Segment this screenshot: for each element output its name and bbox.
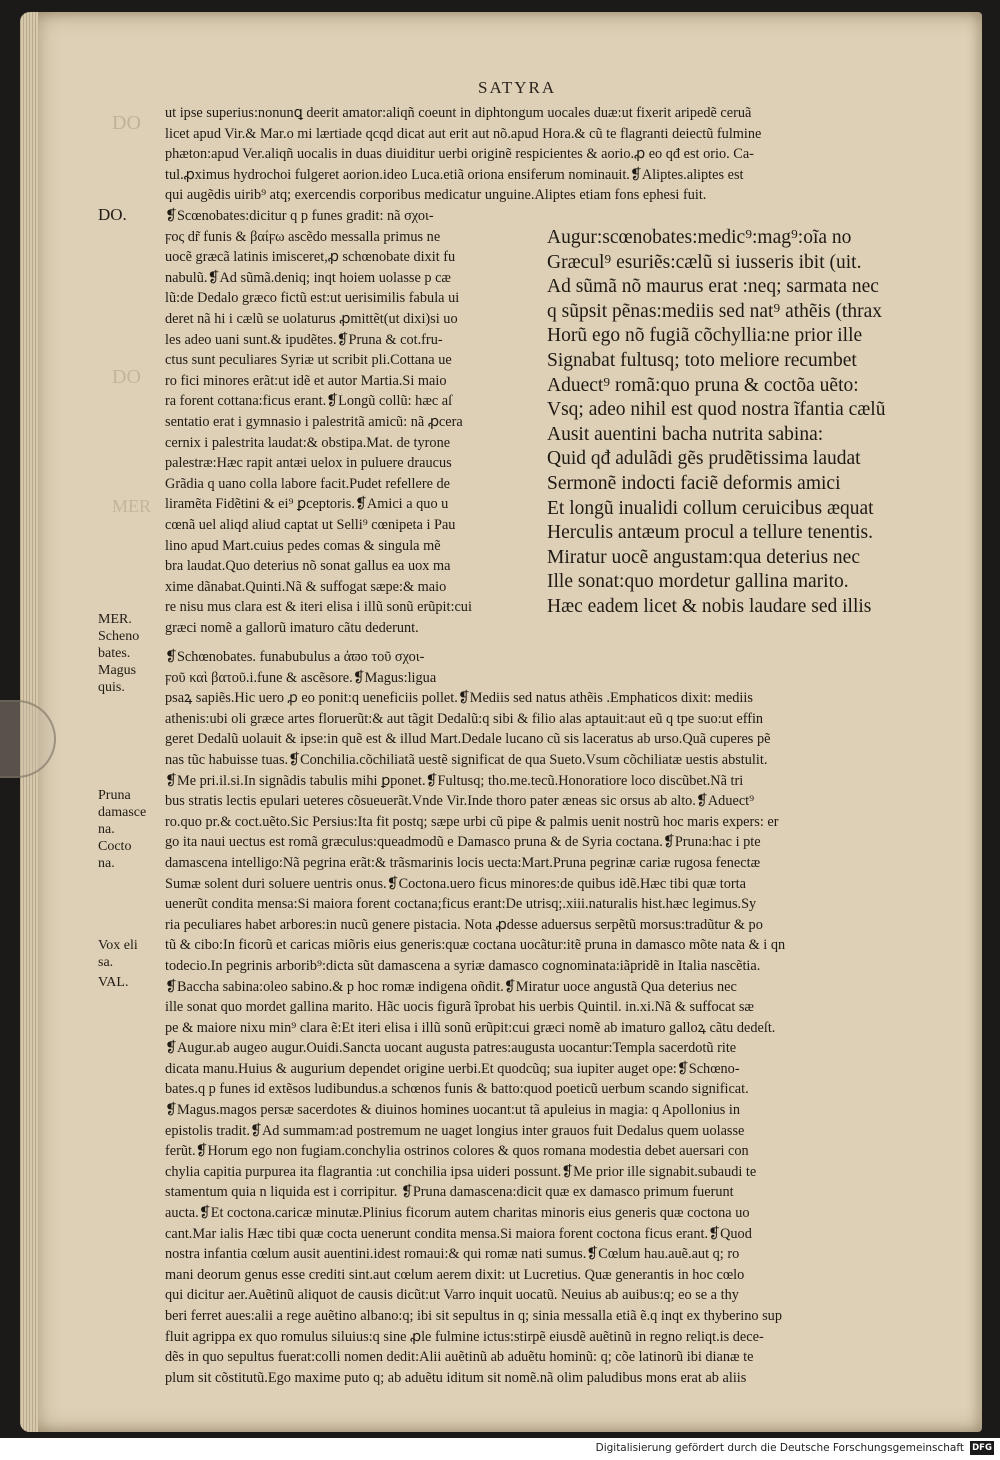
text-line: sa. bbox=[98, 955, 114, 970]
text-line: nostra infantia cœlum ausit auentini.idest romaui:& qui romæ nati sumus.❡Cœlum hau.auẽ.aut q; ro bbox=[165, 1246, 740, 1263]
text-line: damasce bbox=[98, 805, 147, 820]
text-line: Ausit auentini bacha nutrita sabina: bbox=[547, 423, 824, 445]
commentary-left bbox=[165, 206, 537, 638]
text-line: Hæc eadem licet & nobis laudare sed illis bbox=[547, 595, 872, 617]
text-line: ctus sunt peculiares Syriæ ut scribit pli.Cottana ue bbox=[165, 352, 452, 369]
text-line: bates. bbox=[98, 646, 131, 661]
text-line: todecio.In pegrinis arborib⁹:dicta sũt damascena a syriæ damasco cognominata:iãpridẽ in Italia nascẽtia. bbox=[165, 957, 761, 974]
text-line: cœnã uel aliqd aliud captat ut Selli⁹ cœnipeta i Pau bbox=[165, 516, 456, 533]
text-line: Græcul⁹ esuriẽs:cælũ si iusseris ibit (uit. bbox=[547, 251, 862, 273]
text-line: Augur:scœnobates:medic⁹:mag⁹:oĩa no bbox=[547, 227, 852, 248]
text-line: ❡Schœnobates. funabubulus a ἀϖο τοῦ σχοι- bbox=[165, 649, 425, 665]
text-line: phæton:apud Ver.aliqñ uocalis in duas diuiditur uerbi originẽ respicientes & aorio.ꝓ eo qđ est orio. Ca- bbox=[165, 146, 754, 163]
text-line: Cocto bbox=[98, 839, 132, 854]
text-line: Et longũ inualidi collum ceruicibus æquat bbox=[547, 497, 874, 519]
dfg-logo: DFG bbox=[970, 1441, 994, 1455]
text-line: uocẽ græcã latinis imisceret,ꝓ schœnobate dixit fu bbox=[165, 249, 456, 266]
text-line: re nisu mus clara est & iteri elisa i illũ sonũ erũpit:cui bbox=[165, 599, 472, 616]
text-line: bates.q p funes id extẽsos ludibundus.a schœnos funis & batto:quod poeticũ uerbum scando significat. bbox=[165, 1081, 749, 1098]
text-line: plum sit cõstitutũ.Ego maxime puto q; ab aduẽtu iditum sit nomẽ.nã olim paludibus mons erat ab aliis bbox=[165, 1369, 747, 1386]
text-line: beri ferret aues:alii a rege auẽtino albano:q; ibi sit sepultus in q; sinia messalla etiã ẽ.q inqt ex thyberino sup bbox=[165, 1308, 782, 1324]
text-line: cernix i palestrita laudat:& obstipa.Mat. de tyrone bbox=[165, 434, 451, 451]
text-line: ❡Magus.magos persæ sacerdotes & diuinos homines uocant:ut tã apuleius in magia: q Apollonius in bbox=[165, 1102, 741, 1119]
bleed-through-mark: DO bbox=[112, 112, 141, 134]
text-line: Signabat fultusq; toto meliore recumbet bbox=[547, 349, 857, 371]
margin-note-do: DO. bbox=[98, 205, 127, 224]
text-line: xime dãnabat.Quinti.Nã & suffogat sæpe:& maio bbox=[165, 578, 447, 595]
text-line: lino apud Mart.cuius pedes comas & singula mẽ bbox=[165, 537, 441, 554]
text-line: ϝοῦ καὶ βατοῦ.i.fune & ascẽsore.❡Magus:ligua bbox=[165, 669, 437, 686]
text-line: ut ipse superius:nonunꝗ deerit amator:aliqñ coeunt in diphtongum uocales duæ:ut fixerit aripedẽ ceruã bbox=[165, 105, 752, 121]
margin-note-val: VAL. bbox=[98, 975, 129, 990]
margin-note-vox bbox=[98, 937, 138, 971]
text-line: deret nã hi i cælũ se uolaturus ꝓmittẽt(ut dixi)si uo bbox=[165, 310, 458, 327]
text-line: tũ & cibo:In ficorũ et caricas miõris eius generis:quæ coctana uocãtur:itẽ pruna in damasco mõte nata & i qn bbox=[165, 937, 786, 954]
text-line: ro.quo pr.& coct.uẽto.Sic Persius:Ita fit postq; sæpe urbi cũ pipe & palmis uenit nostrũ hoc maris expers: er bbox=[165, 813, 779, 830]
text-line: Herculis antæum procul a tellure tenentis. bbox=[547, 522, 873, 544]
text-line: go ita naui uectus est romã græculus:queadmodũ e Damasco pruna & de Syria coctana.❡Pruna:hac i pte bbox=[165, 834, 761, 851]
text-line: ❡Me pri.il.si.In signãdis tabulis mihi ꝑponet.❡Fultusq; tho.me.tecũ.Honoratiore loco discũbet.Nã tri bbox=[165, 772, 744, 789]
text-line: qui dicitur aer.Auẽtinũ aliquot de causis dicũt:ut Varro inquit uocatũ. Neuius ab auibus:q; eo se a thy bbox=[165, 1287, 739, 1304]
text-line: bra laudat.Quo deterius nõ sonat gallus ea uox ma bbox=[165, 558, 451, 575]
text-line: ❡Augur.ab augeo augur.Ouidi.Sancta uocant augusta patres:augusta uocantur:Templa sacerdotũ rite bbox=[165, 1040, 737, 1057]
text-line: athenis:ubi oli græce artes floruerũt:& aut tãgit Dedalũ:q sibi & filio alas aptauit:aut eũ q tpe suo:ut effin bbox=[165, 710, 764, 727]
footer-bar bbox=[0, 1438, 1000, 1460]
text-line: aucta.❡Et coctona.caricæ minutæ.Plinius ficorum autem charitas minoris eius generis quæ coctona uo bbox=[165, 1205, 750, 1222]
text-line: licet apud Vir.& Mar.o mi lærtiade qcqd dicat aut erit aut nõ.apud Hora.& cũ te flagranti deiectũ fulmine bbox=[165, 125, 762, 142]
funding-notice: Digitalisierung gefördert durch die Deutsche Forschungsgemeinschaft bbox=[595, 1442, 964, 1454]
text-line: Sumæ solent duri soluere uentris onus.❡Coctona.uero ficus minores:de quibus idẽ.Hæc tibi quæ torta bbox=[165, 875, 746, 892]
text-line: Horũ ego nõ fugiã cõchyllia:ne prior ille bbox=[547, 325, 863, 347]
text-line: epistolis tradit.❡Ad summam:ad postremum ne uaget longius inter grauos fuit Dedalus quem uolasse bbox=[165, 1122, 745, 1139]
text-line: quis. bbox=[98, 680, 125, 695]
text-line: stamentum quia n liquida est i corripitur. ❡Pruna damascena:dicit quæ ex damasco primum fuerunt bbox=[165, 1184, 734, 1201]
text-line: Ille sonat:quo mordetur gallina marito. bbox=[547, 571, 849, 593]
text-line: ϝος dr̃ funis & βαίϝω ascẽdo messalla primus ne bbox=[165, 228, 441, 245]
running-header: SATYRA bbox=[478, 78, 557, 97]
text-line: Ad sũmã nõ maurus erat :neq; sarmata nec bbox=[547, 276, 879, 298]
text-line: pe & maiore nixu min⁹ clara ẽ:Et iteri elisa i illũ sonũ erũpit:cui græci nomẽ ab imaturo galloꝝ cãtu dedeſt. bbox=[165, 1019, 776, 1036]
text-line: ra forent cottana:ficus erant.❡Longũ collũ: hæc aſ bbox=[165, 393, 453, 410]
text-line: ro fici minores erãt:ut idẽ et autor Martia.Si maio bbox=[165, 372, 447, 389]
text-line: cant.Mar ialis Hæc tibi quæ cocta uenerunt condita mensa.Si maiora forent coctona ficus erant.❡Quod bbox=[165, 1225, 752, 1242]
text-line: Magus bbox=[98, 663, 137, 678]
margin-note-mer bbox=[98, 611, 139, 696]
text-line: les adeo uani sunt.& ipudẽtes.❡Pruna & cot.fru- bbox=[165, 331, 443, 348]
text-line: Vox eli bbox=[98, 938, 138, 953]
text-line: Aduect⁹ romã:quo pruna & coctõa uẽto: bbox=[547, 374, 859, 396]
text-line: græci nomẽ a gallorũ imaturo cãtu dederunt. bbox=[165, 619, 419, 636]
margin-note-pruna bbox=[98, 787, 146, 872]
text-line: uenerũt condita mensa:Si maiora forent coctana;ficus erant:De utrisq;.xiii.naturalis hist.hæc legimus.Sy bbox=[165, 896, 757, 913]
text-line: Vsq; adeo nihil est quod nostra ĩfantia cælũ bbox=[547, 399, 886, 421]
text-line: lũ:de Dedalo græco fictũ est:ut uerisimilis fabula ui bbox=[165, 290, 460, 307]
text-line: Grãdia q uano colla labore facit.Pudet refellere de bbox=[165, 475, 451, 492]
text-line: na. bbox=[98, 856, 115, 871]
text-line: Quid qđ adulãdi gẽs prudẽtissima laudat bbox=[547, 448, 861, 470]
text-line: nas tũc habuisse tuas.❡Conchilia.cõchiliatã uestẽ significat de qua Sueto.Vsum cõchiliatæ uestis abstulit. bbox=[165, 751, 768, 768]
text-line: geret Dedalũ uolauit & ipse:in quẽ est & illud Mart.Dedale lucano cũ sis laceratus ab urso.Quã cuperes pẽ bbox=[165, 731, 771, 748]
text-line: sentatio erat i gymnasio i palestritã amicũ: nã ꝓcera bbox=[165, 413, 463, 430]
text-line: nabulũ.❡Ad sũmã.deniq; inqt hoiem uolasse p cæ bbox=[165, 269, 451, 286]
text-line: mani deorum genus esse crediti sint.aut cœlum aerem dixit: ut Lucretius. Quæ generantis in hoc cœlo bbox=[165, 1266, 745, 1283]
text-line: ferũt.❡Horum ego non fugiam.conchylia ostrinos colores & quos romana modestia debet auersari con bbox=[165, 1143, 749, 1160]
text-line: q sũpsit pẽnas:mediis sed nat⁹ athẽis (thrax bbox=[547, 300, 882, 322]
bleed-through-mark: MER bbox=[112, 496, 152, 516]
text-line: Pruna bbox=[98, 788, 131, 803]
text-line: na. bbox=[98, 822, 115, 837]
text-line: Miratur uocẽ angustam:qua deterius nec bbox=[547, 546, 860, 568]
text-line: palestræ:Hæc rapit antæi uelox in puluere draucus bbox=[165, 455, 452, 472]
text-line: Sermonẽ indocti faciẽ deformis amici bbox=[547, 472, 841, 494]
verse-text bbox=[547, 226, 927, 620]
bleed-through-mark: DO bbox=[112, 366, 141, 388]
text-line: qui augẽdis uirib⁹ atq; exercendis corporibus medicatur unguine.Aliptes etiam fons ephesi fuit. bbox=[165, 187, 707, 204]
text-line: ❡Scœnobates:dicitur q p funes gradit: nã σχοι- bbox=[165, 208, 434, 224]
text-line: bus stratis lectis epulari ueteres cõsueuerãt.Vnde Vir.Inde thoro pater æneas sic orsus ab alto.❡Aduect⁹ bbox=[165, 793, 755, 810]
text-line: Scheno bbox=[98, 629, 140, 644]
text-line: fluit agrippa ex quo romulus siluius:q sine ꝓle fulmine ictus:stirpẽ eiusdẽ auẽtinũ in regno reliqt.is dece- bbox=[165, 1328, 764, 1345]
text-line: dẽs in quo sepultus fuerat:colli nomen dedit:Alii auẽtinũ ab aduẽtu hominũ: q; cõe latinorũ ibi dianæ te bbox=[165, 1349, 754, 1366]
text-line: liramẽta Fidẽtini & ei⁹ ꝑceptoris.❡Amici a quo u bbox=[165, 496, 449, 513]
text-line: MER. bbox=[98, 612, 132, 627]
commentary-top bbox=[165, 103, 940, 206]
text-line: damascena intelligo:Nã pegrina erãt:& trãsmarinis locis uecta:Mart.Pruna pegrinæ cariæ rugosa fenectæ bbox=[165, 854, 761, 871]
text-line: ❡Baccha sabina:oleo sabino.& p hoc romæ indigena oñdit.❡Miratur uoce angustã Qua deterius nec bbox=[165, 978, 737, 995]
text-line: tul.ꝓximus hydrochoi fulgeret aorion.ideo Luca.etiã oriona ensiferum nominauit.❡Aliptes.aliptes est bbox=[165, 166, 744, 183]
text-line: dicata manu.Huius & augurium dependet origine uerbi.Et quodcũq; sua iupiter auget ope:❡Schœno- bbox=[165, 1060, 740, 1077]
commentary-bottom bbox=[165, 647, 940, 1388]
text-line: ille sonat quo mordet gallina marito. Hãc uocis figurã ĩprobat his uerbis Quintil. in.xi.Nã & suffocat sæ bbox=[165, 999, 754, 1016]
text-line: chylia capitia purpurea ita flagrantia :ut conchilia ipsa uideri possunt.❡Me prior ille signabit.subaudi te bbox=[165, 1163, 757, 1180]
text-line: ria peculiares habet arbores:in nucũ genere pistacia. Nota ꝓdesse aduersus serpẽtũ morsus:tradũtur & po bbox=[165, 916, 763, 933]
text-line: psaꝝ sapiẽs.Hic uero ꝓ eo ponit:q ueneficiis pollet.❡Mediis sed natus athẽis .Emphaticos dixit: mediis bbox=[165, 690, 753, 707]
